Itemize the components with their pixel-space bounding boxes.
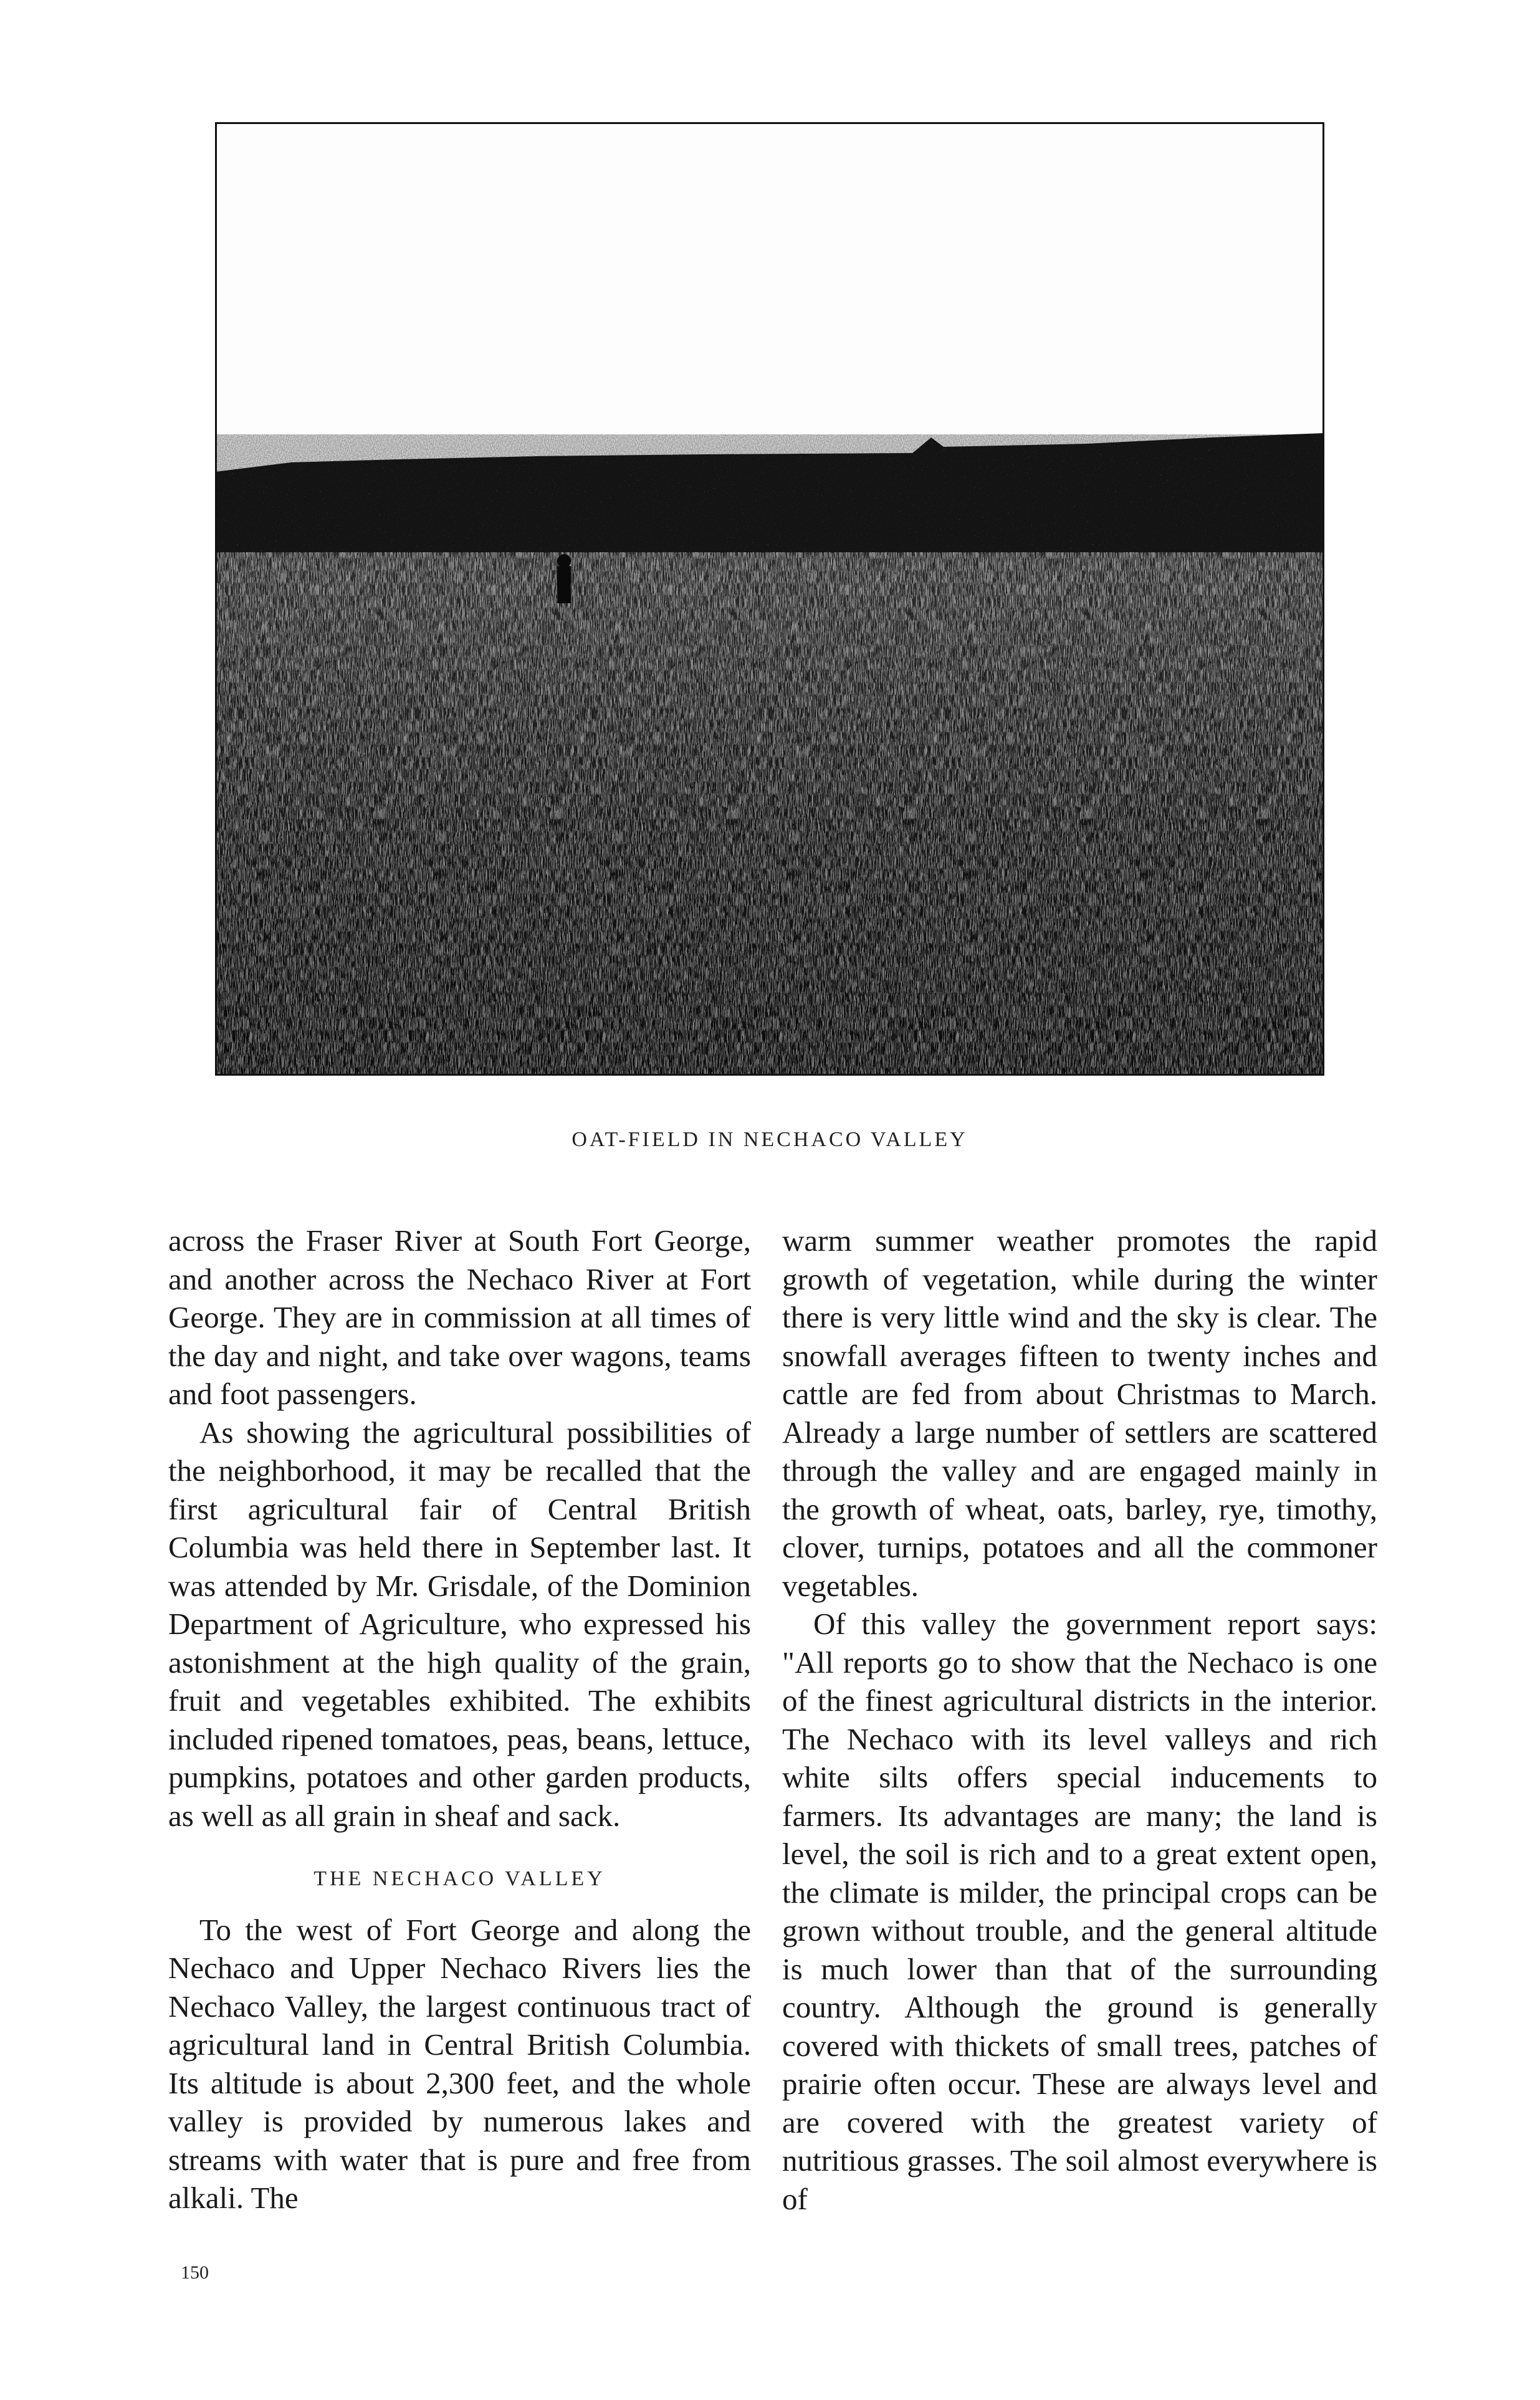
page-number: 150 — [181, 2262, 209, 2283]
paragraph: across the Fraser River at South Fort George, and another across the Nechaco River at Fort George. They are in commission at all times of the day and night, and take over wagons, teams and foot passengers. — [168, 1223, 751, 1411]
oat-field-photo-image — [217, 124, 1322, 1074]
paragraph: warm summer weather promotes the rapid growth of vegetation, while during the winter there is very little wind and the sky is clear. The snowfall averages fifteen to twenty inches and cattle are fed from about Christmas to March. Already a large number of settlers are scattered through the valley and are engaged mainly in the growth of wheat, oats, barley, rye, timothy, clover, turnips, potatoes and all the commoner vegetables. — [782, 1223, 1377, 1603]
photo-caption: OAT-FIELD IN NECHACO VALLEY — [572, 1128, 968, 1151]
right-column — [782, 1222, 1377, 2218]
paragraph: To the west of Fort George and along the Nechaco and Upper Nechaco Rivers lies the Nechaco Valley, the largest continuous tract of agricultural land in Central British Columbia. Its altitude is about 2,300 feet, and the whole valley is provided by numerous lakes and streams with water that is pure and free from alkali. The — [168, 1912, 751, 2215]
section-heading: THE NECHACO VALLEY — [313, 1867, 606, 1890]
left-column — [168, 1222, 751, 2217]
oat-field-photo — [215, 122, 1324, 1076]
paragraph: Of this valley the government report says: "All reports go to show that the Nechaco is one of the finest agricultural districts in the interior. The Nechaco with its level valleys and rich white silts offers special inducements to farmers. Its advantages are many; the land is level, the soil is rich and to a great extent open, the climate is milder, the principal crops can be grown without trouble, and the general altitude is much lower than that of the surrounding country. Although the ground is generally covered with thickets of small trees, patches of prairie often occur. These are always level and are covered with the greatest variety of nutritious grasses. The soil almost everywhere is of — [782, 1607, 1377, 2216]
paragraph: As showing the agricultural possibilities of the neighborhood, it may be recalled that the first agricultural fair of Central British Columbia was held there in September last. It was attended by Mr. Grisdale, of the Dominion Department of Agriculture, who expressed his astonishment at the high quality of the grain, fruit and vegetables exhibited. The exhibits included ripened tomatoes, peas, beans, lettuce, pumpkins, potatoes and other garden products, as well as all grain in sheaf and sack. — [168, 1415, 751, 1833]
